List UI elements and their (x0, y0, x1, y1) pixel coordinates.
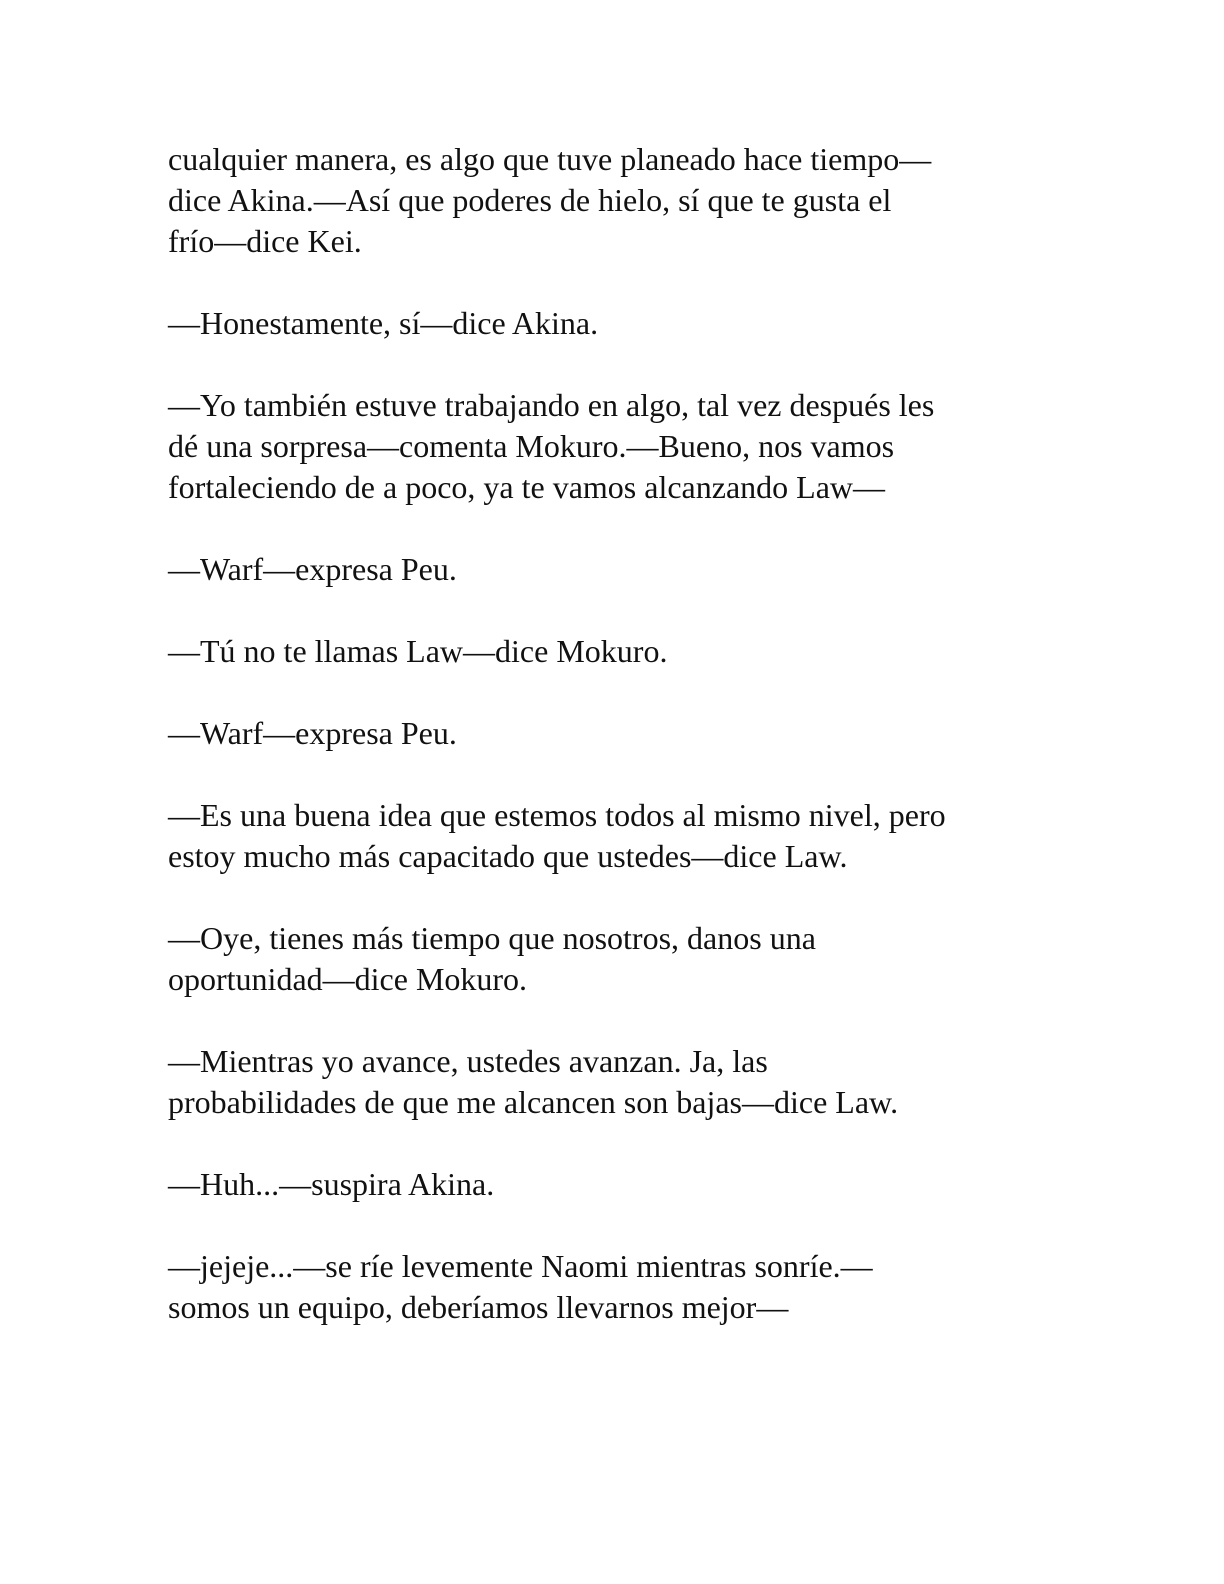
text-line: cualquier manera, es algo que tuve planeado hace tiempo— (168, 141, 932, 177)
text-line: —Warf—expresa Peu. (168, 551, 457, 587)
paragraph (168, 303, 1048, 344)
text-line: fortaleciendo de a poco, ya te vamos alcanzando Law— (168, 469, 886, 505)
paragraph (168, 713, 1048, 754)
text-line: —jejeje...—se ríe levemente Naomi mientras sonríe.— (168, 1248, 873, 1284)
paragraph (168, 385, 1048, 508)
text-line: —Oye, tienes más tiempo que nosotros, danos una (168, 920, 816, 956)
paragraph (168, 918, 1048, 1000)
text-line: —Mientras yo avance, ustedes avanzan. Ja, las (168, 1043, 768, 1079)
text-line: —Yo también estuve trabajando en algo, tal vez después les (168, 387, 935, 423)
text-line: frío—dice Kei. (168, 223, 362, 259)
text-line: —Es una buena idea que estemos todos al mismo nivel, pero (168, 797, 946, 833)
text-line: dice Akina.—Así que poderes de hielo, sí que te gusta el (168, 182, 892, 218)
paragraph (168, 795, 1048, 877)
paragraph (168, 1164, 1048, 1205)
text-line: —Tú no te llamas Law—dice Mokuro. (168, 633, 668, 669)
paragraph (168, 549, 1048, 590)
paragraph (168, 1246, 1048, 1328)
paragraph (168, 631, 1048, 672)
paragraph (168, 1041, 1048, 1123)
document-page (168, 139, 1048, 1369)
text-line: estoy mucho más capacitado que ustedes—dice Law. (168, 838, 848, 874)
text-line: probabilidades de que me alcancen son bajas—dice Law. (168, 1084, 899, 1120)
text-line: dé una sorpresa—comenta Mokuro.—Bueno, nos vamos (168, 428, 895, 464)
paragraph (168, 139, 1048, 262)
text-line: —Warf—expresa Peu. (168, 715, 457, 751)
text-line: —Huh...—suspira Akina. (168, 1166, 495, 1202)
text-line: —Honestamente, sí—dice Akina. (168, 305, 599, 341)
text-line: somos un equipo, deberíamos llevarnos mejor— (168, 1289, 789, 1325)
text-line: oportunidad—dice Mokuro. (168, 961, 528, 997)
